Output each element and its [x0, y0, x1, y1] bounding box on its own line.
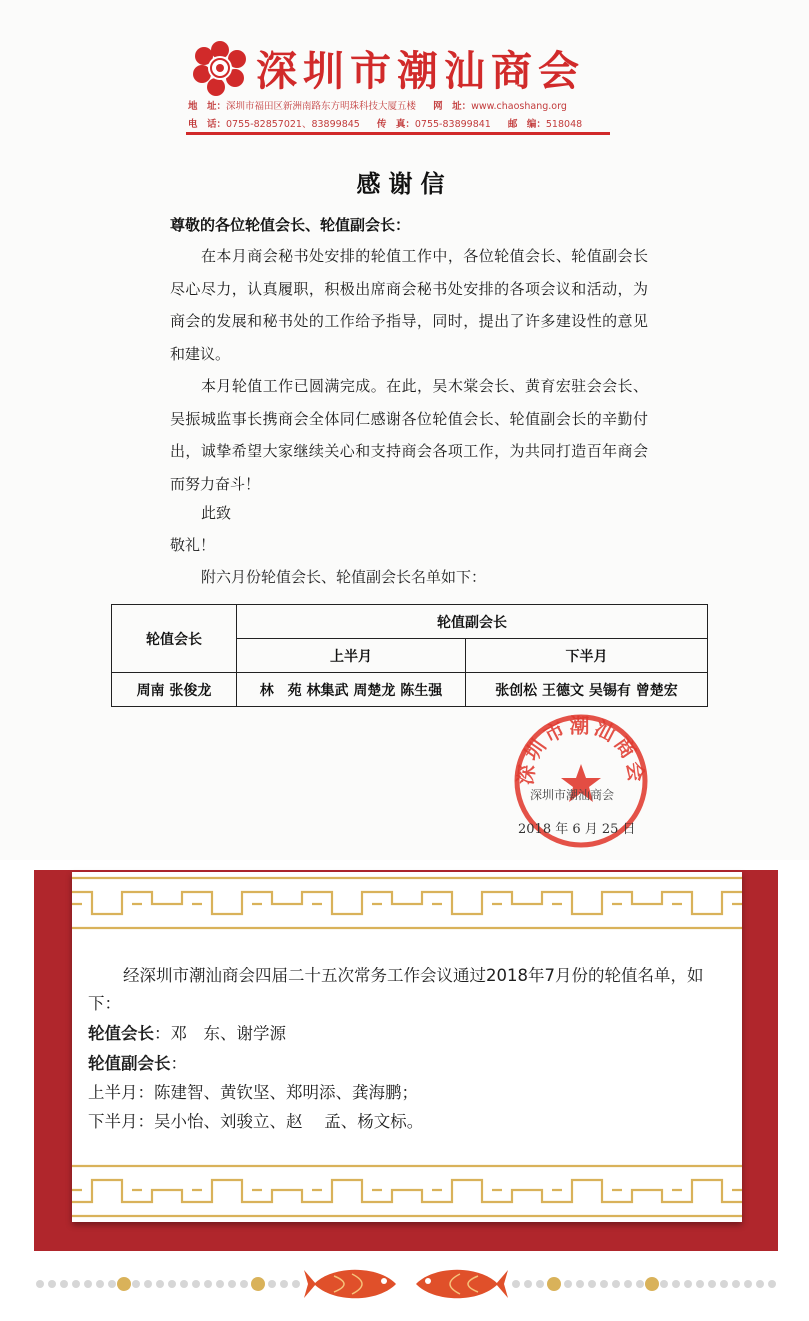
col-chair-header: 轮值会长 — [112, 605, 237, 673]
vice-colon: ： — [170, 1054, 187, 1073]
phone-label: 电 话： — [188, 119, 227, 130]
website: www.chaoshang.org — [471, 101, 567, 112]
address: 深圳市福田区新洲南路东方明珠科技大厦五楼 — [226, 101, 417, 112]
address-label: 地 址： — [188, 101, 227, 112]
chair-label: 轮值会长 — [88, 1024, 154, 1043]
second-half-names-cell: 张创松 王德文 吴锡有 曾楚宏 — [466, 673, 708, 707]
postcode: 518048 — [545, 119, 583, 130]
decorative-fish-divider — [34, 1262, 778, 1306]
attachment-note: 附六月份轮值会长、轮值副会长名单如下： — [201, 568, 487, 586]
letter-title: 感谢信 — [356, 170, 453, 198]
notice-intro: 经深圳市潮汕商会四届二十五次常务工作会议通过2018年7月份的轮值名单，如下： — [88, 966, 704, 1013]
phone: 0755-82857021、83899845 — [226, 119, 360, 130]
chair-names: ：邓 东、谢学源 — [154, 1024, 286, 1043]
seal-text: 深圳市潮汕商会 — [513, 713, 649, 787]
website-label: 网 址： — [433, 101, 472, 112]
june-roster-table — [111, 604, 708, 707]
fax: 0755-83899841 — [414, 119, 491, 130]
first-half-names-cell: 林 苑 林集武 周楚龙 陈生强 — [237, 673, 466, 707]
letter-paragraph-1: 在本月商会秘书处安排的轮值工作中，各位轮值会长、轮值副会长尽心尽力，认真履职，积极出席商会秘书处安排的各项会议和活动，为商会的发展和秘书处的工作给予指导，同时，提出了许多建设性的意见和建议。 — [170, 247, 648, 363]
second-half-header: 下半月 — [466, 639, 708, 673]
org-name: 深圳市潮汕商会 — [256, 47, 585, 95]
chamber-logo-icon — [192, 40, 248, 96]
letterhead-contact-line — [188, 116, 596, 130]
closing-jingli: 敬礼！ — [170, 536, 216, 554]
fish-left-icon — [304, 1270, 396, 1299]
col-vice-header: 轮值副会长 — [237, 605, 708, 639]
salutation: 尊敬的各位轮值会长、轮值副会长： — [170, 216, 411, 234]
lattice-border-bottom — [72, 1162, 742, 1220]
signature-org: 深圳市潮汕商会 — [530, 788, 615, 802]
chair-names-cell: 周南 张俊龙 — [112, 673, 237, 707]
vice-label: 轮值副会长 — [88, 1054, 171, 1073]
fax-label: 传 真： — [376, 119, 415, 130]
lattice-border-top — [72, 874, 742, 932]
notice-card — [72, 872, 742, 1222]
letter-date: 2018 年 6 月 25 日 — [518, 822, 636, 837]
notice-second-half-line: 下半月：吴小怡、刘骏立、赵 孟、杨文标。 — [88, 1112, 424, 1131]
letterhead-divider — [186, 132, 610, 135]
postcode-label: 邮 编： — [507, 119, 546, 130]
notice-chair-line — [88, 1020, 286, 1044]
notice-vice-line — [88, 1050, 187, 1074]
closing-cizhi: 此致 — [201, 504, 232, 522]
notice-first-half-line: 上半月：陈建智、黄钦坚、郑明添、龚海鹏； — [88, 1083, 418, 1102]
letterhead-address-line — [188, 98, 581, 112]
letter-paragraph-2: 本月轮值工作已圆满完成。在此，吴木棠会长、黄育宏驻会会长、吴振城监事长携商会全体同仁感谢各位轮值会长、轮值副会长的辛勤付出，诚挚希望大家继续关心和支持商会各项工作，为共同打造百年商会而努力奋斗！ — [170, 377, 648, 493]
fish-right-icon — [416, 1270, 508, 1299]
first-half-header: 上半月 — [237, 639, 466, 673]
